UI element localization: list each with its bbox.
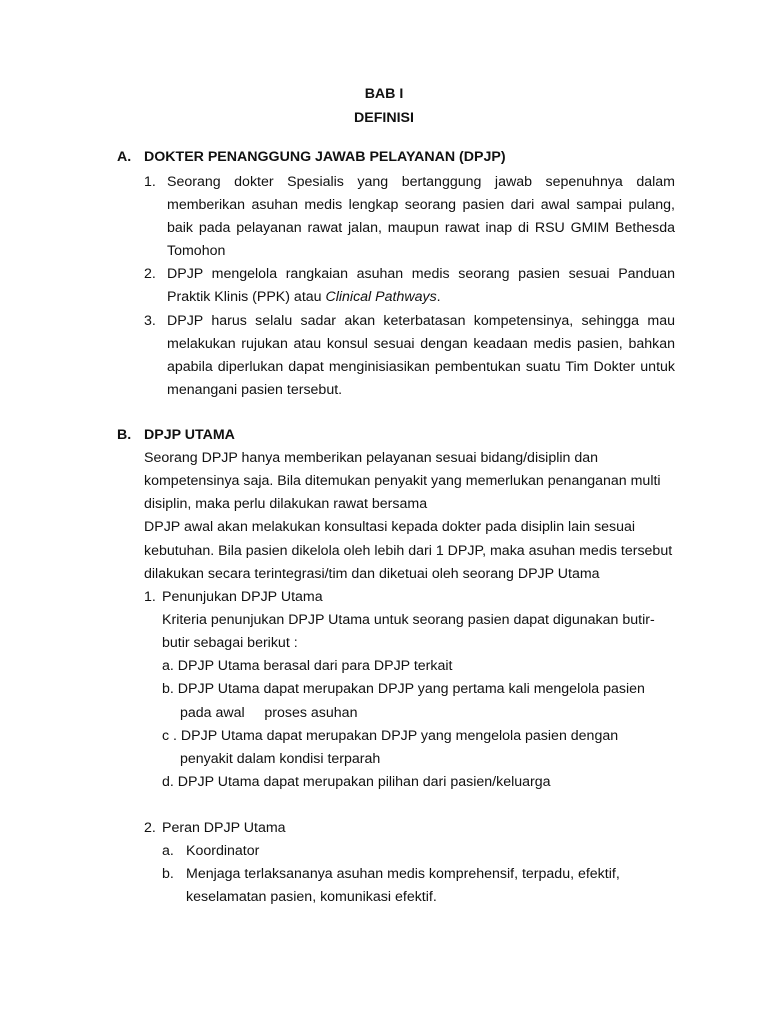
section-a-heading: DOKTER PENANGGUNG JAWAB PELAYANAN (DPJP) <box>144 149 506 165</box>
item-line: DPJP harus selalu sadar akan keterbatasan kompetensinya, sehingga mau <box>167 313 675 329</box>
item-line-punct: . <box>436 289 441 305</box>
criteria-line: penyakit dalam kondisi terparah <box>180 751 381 767</box>
criteria-line: c . DPJP Utama dapat merupakan DPJP yang mengelola pasien dengan <box>162 728 619 744</box>
paragraph-line: dilakukan secara terintegrasi/tim dan diketuai oleh seorang DPJP Utama <box>144 566 600 582</box>
paragraph-line: disiplin, maka perlu dilakukan rawat bersama <box>144 496 428 512</box>
item-line: apabila diperlukan dapat menginisiasikan pembentukan suatu Tim Dokter untuk <box>167 359 675 375</box>
item-line <box>167 286 441 309</box>
section-b-heading: DPJP UTAMA <box>144 427 235 443</box>
criteria-line: a. DPJP Utama berasal dari para DPJP terkait <box>162 658 453 674</box>
italic-term: Clinical Pathways <box>325 289 437 305</box>
criteria-line: pada awal proses asuhan <box>180 705 358 721</box>
paragraph-line: kebutuhan. Bila pasien dikelola oleh lebih dari 1 DPJP, maka asuhan medis tersebut <box>144 543 673 559</box>
subsection-title: Penunjukan DPJP Utama <box>162 589 323 605</box>
item-line: Tomohon <box>167 243 226 259</box>
item-marker: a. <box>162 843 174 859</box>
item-line: Koordinator <box>186 843 260 859</box>
item-number: 3. <box>144 313 156 329</box>
item-line: menangani pasien tersebut. <box>167 382 343 398</box>
item-line: melakukan rujukan atau konsul sesuai dengan keadaan medis pasien, bahkan <box>167 336 675 352</box>
section-b-marker: B. <box>117 427 132 443</box>
chapter-subtitle: DEFINISI <box>354 110 414 126</box>
paragraph-line: DPJP awal akan melakukan konsultasi kepada dokter pada disiplin lain sesuai <box>144 519 636 535</box>
item-marker: b. <box>162 866 174 882</box>
item-line: DPJP mengelola rangkaian asuhan medis seorang pasien sesuai Panduan <box>167 266 675 282</box>
subsection-number: 1. <box>144 589 156 605</box>
intro-line: Kriteria penunjukan DPJP Utama untuk seorang pasien dapat digunakan butir- <box>162 612 655 628</box>
criteria-line: b. DPJP Utama dapat merupakan DPJP yang pertama kali mengelola pasien <box>162 681 645 697</box>
item-number: 1. <box>144 174 156 190</box>
item-line: Menjaga terlaksananya asuhan medis komprehensif, terpadu, efektif, <box>186 866 620 882</box>
item-line: Seorang dokter Spesialis yang bertanggung jawab sepenuhnya dalam <box>167 174 675 190</box>
paragraph-line: kompetensinya saja. Bila ditemukan penyakit yang memerlukan penanganan multi <box>144 473 661 489</box>
section-a-marker: A. <box>117 149 132 165</box>
intro-line: butir sebagai berikut : <box>162 635 298 651</box>
criteria-line: d. DPJP Utama dapat merupakan pilihan dari pasien/keluarga <box>162 774 551 790</box>
subsection-number: 2. <box>144 820 156 836</box>
item-number: 2. <box>144 266 156 282</box>
item-line: keselamatan pasien, komunikasi efektif. <box>186 889 437 905</box>
paragraph-line: Seorang DPJP hanya memberikan pelayanan sesuai bidang/disiplin dan <box>144 450 599 466</box>
item-line: baik pada pelayanan rawat jalan, maupun rawat inap di RSU GMIM Bethesda <box>167 220 675 236</box>
item-line-text: Praktik Klinis (PPK) atau <box>167 289 326 305</box>
chapter-title: BAB I <box>364 86 404 102</box>
item-line: memberikan asuhan medis lengkap seorang pasien dari awal sampai pulang, <box>167 197 675 213</box>
subsection-title: Peran DPJP Utama <box>162 820 286 836</box>
